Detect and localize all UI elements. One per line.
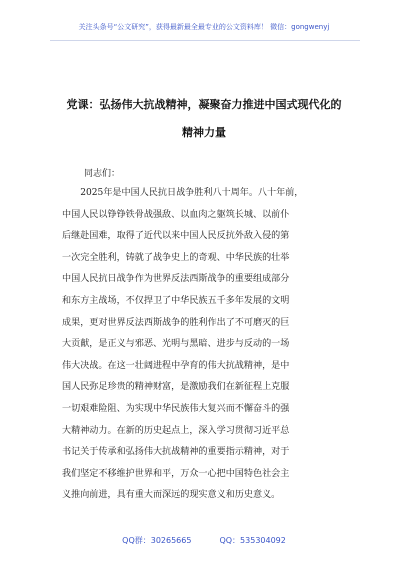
body-line: 一次完全胜利，铸就了战争史上的奇观、中华民族的壮举 — [62, 252, 290, 263]
body-line: 后继赴国难，取得了近代以来中国人民反抗外敌入侵的第 — [62, 231, 290, 242]
body-line: 国人民弥足珍贵的精神财富，是激励我们在新征程上克服 — [62, 382, 290, 393]
body-line: 书记关于传承和弘扬伟大抗战精神的重要指示精神，对于 — [62, 447, 290, 458]
body-line: 义推向前进，具有重大而深远的现实意义和历史意义。 — [62, 490, 281, 501]
body-paragraph — [62, 183, 344, 507]
body-line: 伟大决战。在这一壮阔进程中孕育的伟大抗战精神，是中 — [62, 360, 290, 371]
document-title: 党课：弘扬伟大抗战精神，凝聚奋力推进中国式现代化的 — [66, 98, 342, 111]
body-line: 成果，更对世界反法西斯战争的胜利作出了不可磨灭的巨 — [62, 317, 290, 328]
page-footer — [0, 535, 408, 546]
body-line: 一切艰难险阻、为实现中华民族伟大复兴而不懈奋斗的强 — [62, 403, 290, 414]
salutation: 同志们： — [84, 169, 121, 179]
footer-qq-group: QQ群：30265665 — [122, 536, 192, 545]
body-line: 中国人民抗日战争作为世界反法西斯战争的重要组成部分 — [62, 274, 290, 285]
body-line: 中国人民以铮铮铁骨战强敌、以血肉之躯筑长城、以前仆 — [62, 209, 290, 220]
header-divider — [50, 40, 360, 41]
page-header-banner: 关注头条号“公文研究”，获得最新最全最专业的公文资料库！ 微信：gongwenyj — [78, 23, 330, 31]
body-line: 和东方主战场，不仅捍卫了中华民族五千多年发展的文明 — [62, 295, 290, 306]
body-line: 我们坚定不移维护世界和平，万众一心把中国特色社会主 — [62, 468, 290, 479]
footer-qq-contact: QQ：535304092 — [219, 536, 286, 545]
body-line: 2025年是中国人民抗日战争胜利八十周年。八十年前， — [62, 188, 304, 198]
document-title-continued: 精神力量 — [182, 126, 226, 139]
body-line: 大精神动力。在新的历史起点上，深入学习贯彻习近平总 — [62, 425, 290, 436]
body-line: 大贡献，是正义与邪恶、光明与黑暗、进步与反动的一场 — [62, 339, 290, 350]
